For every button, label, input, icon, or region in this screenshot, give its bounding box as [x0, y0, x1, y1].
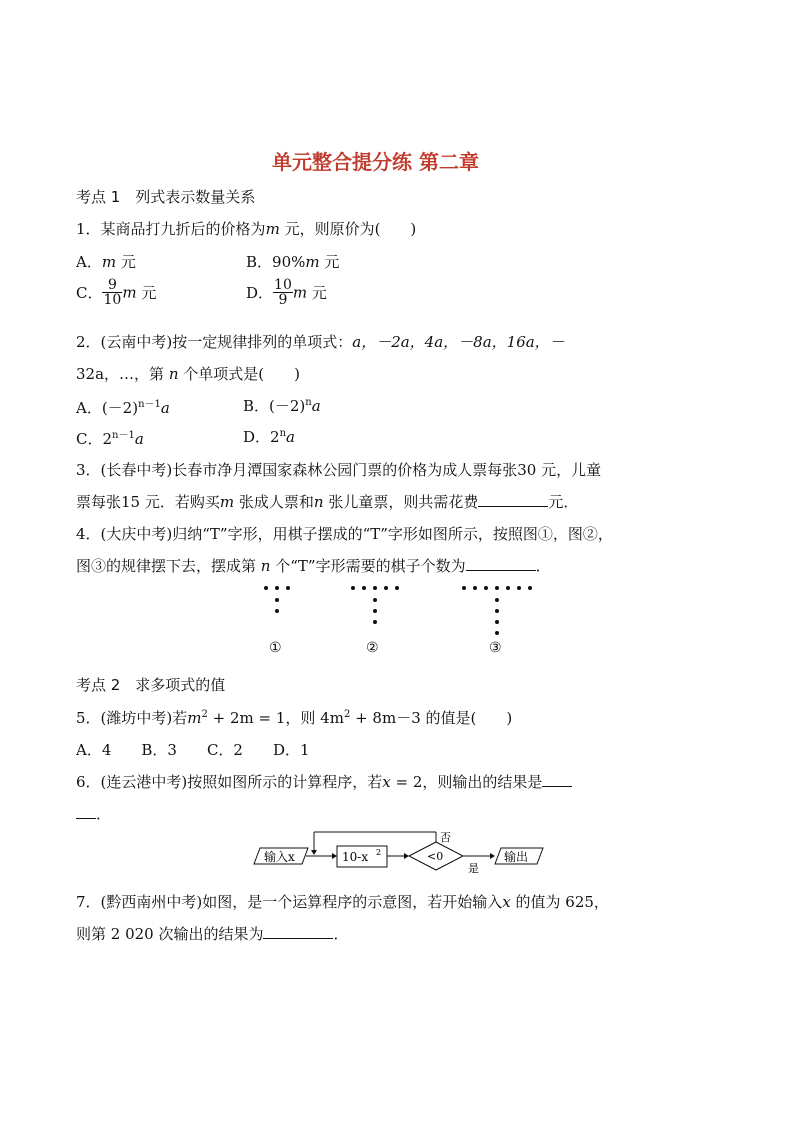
flow-yes-label: 是 — [468, 862, 479, 875]
question-6-line-2: ． — [76, 803, 111, 824]
section-heading-2: 考点 2 求多项式的值 — [76, 676, 226, 694]
answer-blank — [478, 492, 548, 507]
question-3-line-1: 3．(长春中考)长春市净月潭国家森林公园门票的价格为成人票每张30 元，儿童 — [76, 461, 602, 479]
question-2-option-a: A．$(-2)^{n-1}a$ — [76, 399, 170, 417]
section-heading-1: 考点 1 列式表示数量关系 — [76, 188, 256, 206]
question-5-stem: 5．(潍坊中考)若$m^2 + 2m = 1$，则 $4m^2 + 8m-3$ 的值是( ) — [76, 709, 513, 727]
question-3-line-2: 票每张15 元．若购买m 张成人票和n 张儿童票，则共需花费 元． — [76, 493, 579, 511]
answer-blank — [466, 556, 536, 571]
computation-flowchart — [250, 828, 550, 878]
flow-no-label: 否 — [440, 831, 451, 844]
question-2-option-b: B．$(-2)^na$ — [243, 397, 321, 415]
fraction-9-10: $\frac{9}{10}$ — [103, 277, 122, 308]
question-1-option-d: D． $\frac{10}{9}$ m 元 — [246, 277, 327, 308]
question-1-option-c: C． $\frac{9}{10}$ m 元 — [76, 277, 157, 308]
question-1-stem: 1．某商品打九折后的价格为m 元，则原价为( ) — [76, 220, 417, 238]
page-title: 单元整合提分练 第二章 — [272, 150, 479, 174]
question-2-line-2: 32a，…，第 n 个单项式是( ) — [76, 365, 300, 383]
question-1-option-b: B．90%m 元 — [246, 253, 340, 271]
figure-caption-3: ③ — [489, 640, 502, 656]
answer-blank — [263, 924, 333, 939]
question-7-line-2: 则第 2 020 次输出的结果为 ． — [76, 925, 349, 943]
question-4-line-2: 图③的规律摆下去，摆成第 n 个“T”字形需要的棋子个数为 ． — [76, 557, 551, 575]
question-2-option-c: C．$2^{n-1}a$ — [76, 430, 144, 448]
flow-process-label: 10-x — [342, 850, 369, 864]
question-1-option-a: A．m 元 — [76, 253, 136, 271]
flow-output-label: 输出 — [504, 850, 529, 864]
flow-input-label: 输入x — [264, 850, 295, 864]
question-4-line-1: 4．(大庆中考)归纳“T”字形，用棋子摆成的“T”字形如图所示，按照图①，图②， — [76, 525, 613, 543]
question-5-options: A．4 B．3 C．2 D．1 — [76, 741, 310, 759]
answer-blank — [542, 772, 572, 787]
svg-text:2: 2 — [376, 848, 382, 857]
question-2-line-1: 2．(云南中考)按一定规律排列的单项式：a，－2a，4a，－8a，16a，－ — [76, 333, 565, 351]
figure-caption-1: ① — [269, 640, 282, 656]
answer-blank — [76, 804, 96, 819]
question-2-option-d: D．2$^n$a — [243, 428, 295, 446]
fraction-10-9: $\frac{10}{9}$ — [274, 277, 292, 308]
flow-condition-label: <0 — [427, 850, 444, 863]
figure-caption-2: ② — [366, 640, 379, 656]
question-7-line-1: 7．(黔西南州中考)如图，是一个运算程序的示意图，若开始输入x 的值为 625， — [76, 893, 609, 911]
question-6-line-1: 6．(连云港中考)按照如图所示的计算程序，若x = 2，则输出的结果是 — [76, 771, 572, 792]
